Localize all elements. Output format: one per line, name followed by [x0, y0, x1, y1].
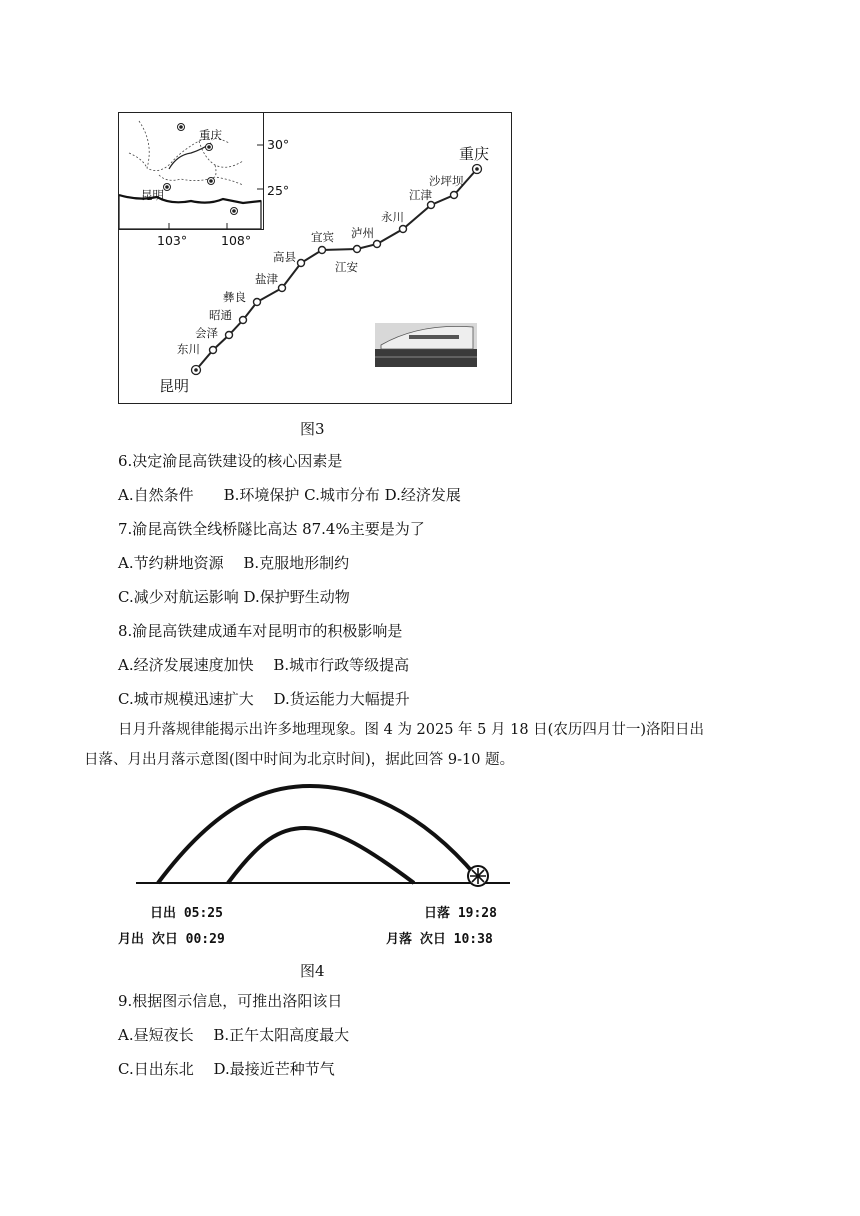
label-lat-25: 25° [267, 183, 290, 198]
intro-line2: 日落、月出月落示意图(图中时间为北京时间)，据此回答 9-10 题。 [84, 752, 515, 768]
train-photo [375, 323, 477, 367]
station-huize [226, 332, 233, 339]
sun-symbol [468, 866, 488, 886]
label-yanjin: 盐津 [255, 272, 278, 286]
label-jiangjin: 江津 [409, 188, 432, 202]
figure-4-diagram [130, 780, 520, 900]
label-sunset: 日落 19:28 [424, 906, 497, 921]
label-jiangan: 江安 [335, 260, 358, 274]
label-yiliang: 彝良 [223, 290, 246, 304]
station-yongchuan [400, 226, 407, 233]
station-yiliang [254, 299, 261, 306]
label-dongchuan: 东川 [177, 342, 200, 356]
q7-options-line2: C.减少对航运影响 D.保护野生动物 [118, 588, 350, 606]
label-gaoxian: 高县 [273, 250, 296, 264]
moon-path [228, 828, 414, 883]
station-yanjin [279, 285, 286, 292]
q7-stem: 7.渝昆高铁全线桥隧比高达 87.4%主要是为了 [118, 520, 425, 538]
label-lon-108: 108° [221, 233, 252, 248]
inset-label-kunming: 昆明 [141, 188, 164, 202]
label-lat-30: 30° [267, 137, 290, 152]
q8-stem: 8.渝昆高铁建成通车对昆明市的积极影响是 [118, 622, 403, 640]
station-luzhou [374, 241, 381, 248]
label-moonset: 月落 次日 10:38 [386, 932, 493, 947]
label-huize: 会泽 [195, 326, 218, 340]
q6-options: A.自然条件 B.环境保护 C.城市分布 D.经济发展 [118, 486, 461, 504]
inset-map [119, 113, 264, 230]
label-kunming: 昆明 [159, 377, 190, 395]
station-gaoxian [298, 260, 305, 267]
station-zhaotong [240, 317, 247, 324]
label-sunrise: 日出 05:25 [150, 906, 223, 921]
station-shapingba [451, 192, 458, 199]
figure-3-caption: 图3 [300, 420, 325, 438]
label-shapingba: 沙坪坝 [429, 174, 464, 188]
station-jiangan [354, 246, 361, 253]
station-yibin [319, 247, 326, 254]
q8-options-line1: A.经济发展速度加快 B.城市行政等级提高 [118, 656, 410, 674]
label-chongqing: 重庆 [459, 145, 490, 163]
inset-map-svg [119, 113, 263, 229]
label-yongchuan: 永川 [381, 210, 404, 224]
station-dongchuan [210, 347, 217, 354]
label-moonrise: 月出 次日 00:29 [118, 932, 225, 947]
label-yibin: 宜宾 [311, 230, 334, 244]
sun-path [158, 786, 476, 883]
label-lon-103: 103° [157, 233, 188, 248]
label-zhaotong: 昭通 [209, 308, 232, 322]
sun-moon-path-svg [130, 780, 520, 900]
figure-3-map [118, 112, 512, 404]
q8-options-line2: C.城市规模迅速扩大 D.货运能力大幅提升 [118, 690, 410, 708]
intro-line1: 日月升落规律能揭示出许多地理现象。图 4 为 2025 年 5 月 18 日(农历四月廿一)洛阳日出 [118, 722, 704, 738]
q9-options-line1: A.昼短夜长 B.正午太阳高度最大 [118, 1026, 350, 1044]
label-luzhou: 泸州 [351, 226, 374, 240]
q9-options-line2: C.日出东北 D.最接近芒种节气 [118, 1060, 335, 1078]
terminal-chongqing [473, 165, 482, 174]
q7-options-line1: A.节约耕地资源 B.克服地形制约 [118, 554, 350, 572]
figure-4-caption: 图4 [300, 962, 325, 980]
q9-stem: 9.根据图示信息，可推出洛阳该日 [118, 992, 343, 1010]
q6-stem: 6.决定渝昆高铁建设的核心因素是 [118, 452, 343, 470]
inset-label-chongqing: 重庆 [199, 128, 222, 142]
terminal-kunming [192, 366, 201, 375]
